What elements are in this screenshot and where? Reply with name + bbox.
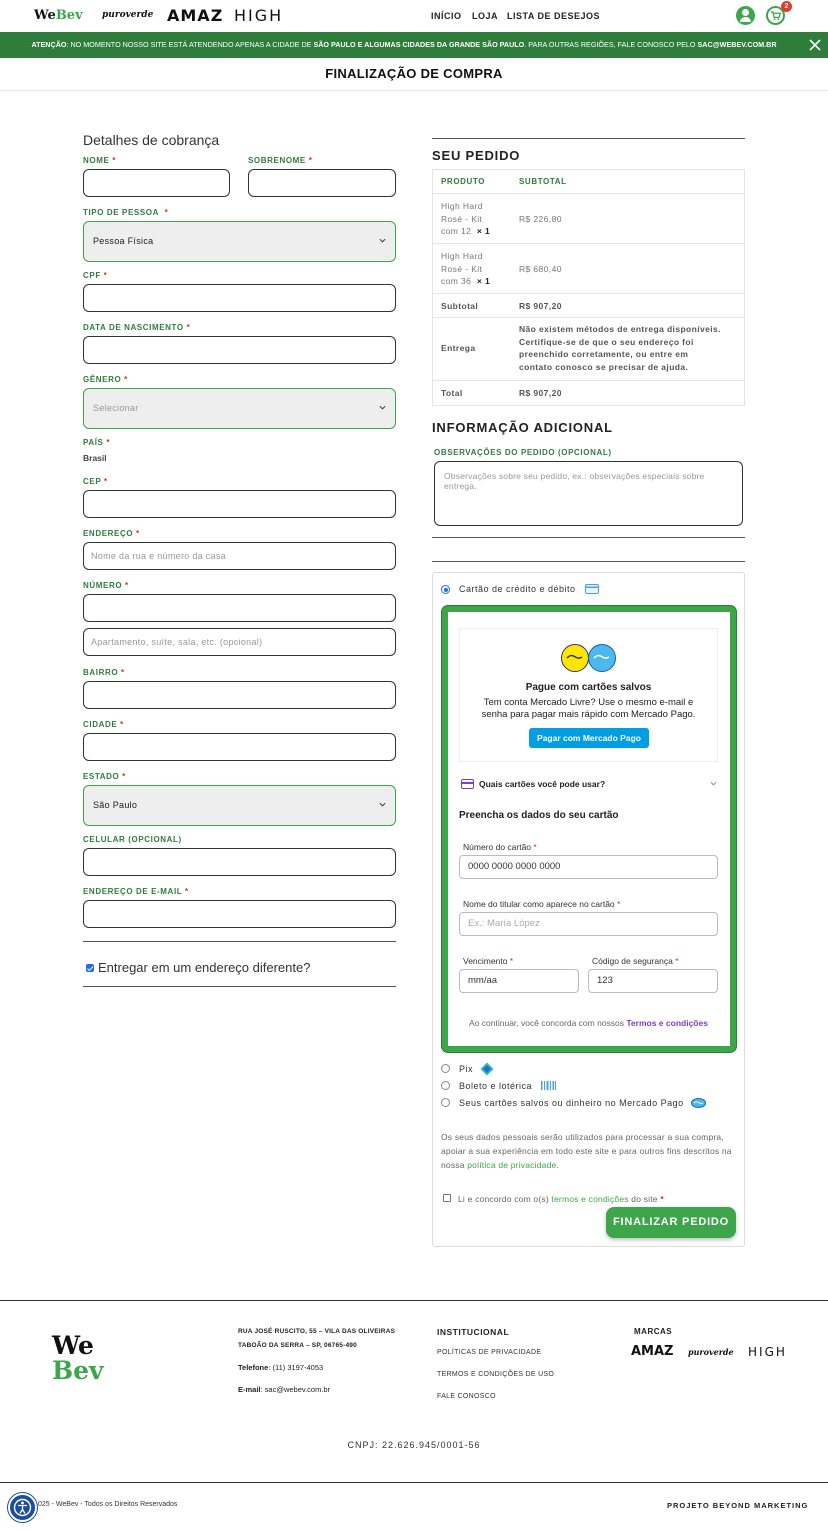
which-cards-toggle[interactable]: Quais cartões você pode usar? <box>479 779 606 789</box>
footer-link-terms[interactable]: TERMOS E CONDIÇÕES DE USO <box>437 1371 555 1378</box>
payment-option-pix-label[interactable]: Pix <box>459 1064 474 1074</box>
logo-text-we: We <box>34 8 56 23</box>
footer-link-contact[interactable]: FALE CONOSCO <box>437 1393 496 1400</box>
label-card-number: Número do cartão * <box>463 842 537 852</box>
nav-inicio[interactable]: INÍCIO <box>431 11 462 21</box>
security-code-input[interactable]: 123 <box>588 969 718 993</box>
footer-brand-puroverde[interactable]: puroverde <box>688 1347 734 1357</box>
ship-different-label[interactable]: Entregar em um endereço diferente? <box>98 960 311 975</box>
product-price: R$ 680,40 <box>519 264 562 274</box>
footer-cnpj: CNPJ: 22.626.945/0001-56 <box>347 1440 481 1450</box>
chevron-down-icon <box>379 404 386 411</box>
label-email: ENDEREÇO DE E-MAIL * <box>83 887 189 896</box>
footer-credit[interactable]: PROJETO BEYOND MARKETING <box>667 1501 809 1510</box>
nav-loja[interactable]: LOJA <box>472 11 499 21</box>
brand-logo-high[interactable]: HIGH <box>234 6 284 25</box>
shipping-message: Não existem métodos de entrega disponíveis. Certifique-se de que o seu endereço foi preenchido corretamente, ou entre em contato conosco se precisar de ajuda. <box>519 324 721 372</box>
divider <box>432 561 745 562</box>
total-row <box>433 381 744 405</box>
mp-saved-cards-description: Tem conta Mercado Livre? Use o mesmo e-mail e senha para pagar mais rápido com Mercado Pago. <box>481 697 696 720</box>
footer-institutional-heading: INSTITUCIONAL <box>437 1327 510 1337</box>
divider <box>0 1482 828 1483</box>
tipo-pessoa-select[interactable] <box>83 221 396 262</box>
mp-terms-text: Ao continuar, você concorda com nossos Termos e condições <box>469 1018 708 1028</box>
product-name: High Hard Rosé - Kit com 36 × 1 <box>441 251 491 286</box>
shipping-row <box>433 318 744 381</box>
terms-checkbox[interactable] <box>443 1194 451 1202</box>
terms-agree-label: Li e concordo com o(s) termos e condições do site * <box>458 1194 664 1204</box>
additional-info-heading: INFORMAÇÃO ADICIONAL <box>432 420 613 435</box>
divider <box>83 941 396 942</box>
close-icon[interactable] <box>808 38 822 52</box>
footer-phone: Telefone: (11) 3197-4053 <box>238 1363 324 1372</box>
chevron-down-icon <box>379 801 386 808</box>
label-genero: GÊNERO * <box>83 375 128 384</box>
credit-card-icon <box>585 584 599 594</box>
divider <box>83 986 396 987</box>
estado-value: São Paulo <box>93 800 138 810</box>
divider <box>0 1300 828 1301</box>
brand-logo-amaz[interactable]: AMAZ <box>167 6 224 25</box>
label-observacoes: OBSERVAÇÕES DO PEDIDO (OPCIONAL) <box>434 448 612 457</box>
total-label: Total <box>441 388 463 398</box>
table-header-row <box>433 170 744 194</box>
estado-select[interactable] <box>83 785 396 826</box>
label-security-code: Código de segurança * <box>592 956 679 966</box>
label-nome: NOME * <box>83 156 116 165</box>
payment-radio-card[interactable] <box>441 585 450 594</box>
payment-radio-pix[interactable] <box>441 1064 450 1073</box>
label-cep: CEP * <box>83 477 108 486</box>
privacy-notice: Os seus dados pessoais serão utilizados para processar a sua compra, apoiar a sua experiência em todo este site e para outros fins descritos na nossa política de privacidade. <box>441 1132 732 1170</box>
footer-address-line-2: TABOÃO DA SERRA – SP, 06765-490 <box>238 1342 357 1349</box>
email-input[interactable] <box>83 900 396 928</box>
label-numero: NÚMERO * <box>83 581 129 590</box>
footer-email: E-mail: sac@webev.com.br <box>238 1385 331 1394</box>
pais-value: Brasil <box>83 453 107 463</box>
genero-value: Selecionar <box>93 403 139 413</box>
mercadopago-logo-icon <box>588 644 616 672</box>
page-title: FINALIZAÇÃO DE COMPRA <box>325 66 503 81</box>
payment-option-card-label[interactable]: Cartão de crédito e débito <box>459 584 576 594</box>
barcode-icon <box>541 1081 556 1090</box>
footer-brand-high[interactable]: HIGH <box>748 1345 787 1359</box>
ship-different-checkbox[interactable] <box>86 964 94 972</box>
nascimento-input[interactable] <box>83 336 396 364</box>
notice-text-2: . PARA OUTRAS REGIÕES, FALE CONOSCO PELO <box>524 40 698 49</box>
bairro-input[interactable] <box>83 681 396 709</box>
footer-address-line-1: RUA JOSÉ RUSCITO, 55 – VILA DAS OLIVEIRAS <box>238 1328 396 1335</box>
shipping-label: Entrega <box>441 343 476 353</box>
footer-brands-heading: MARCAS <box>634 1327 673 1336</box>
logo-text-bev: Bev <box>55 8 83 23</box>
mp-saved-cards-heading: Pague com cartões salvos <box>525 682 652 693</box>
tipo-pessoa-value: Pessoa Física <box>93 236 154 246</box>
label-sobrenome: SOBRENOME * <box>248 156 313 165</box>
label-cidade: CIDADE * <box>83 720 124 729</box>
card-form-heading: Preencha os dados do seu cartão <box>459 810 619 821</box>
label-expiry: Vencimento * <box>463 956 514 966</box>
label-cpf: CPF * <box>83 271 108 280</box>
product-name: High Hard Rosé - Kit com 12 × 1 <box>441 201 491 236</box>
terms-link[interactable]: termos e condições <box>551 1194 629 1204</box>
notice-lead: ATENÇÃO <box>31 40 67 49</box>
divider <box>0 90 828 91</box>
notice-text-1: : NO MOMENTO NOSSO SITE ESTÁ ATENDENDO APENAS A CIDADE DE <box>66 40 314 49</box>
payment-option-boleto-label[interactable]: Boleto e lotérica <box>459 1081 533 1091</box>
site-header <box>0 0 828 32</box>
notice-bar <box>0 32 828 58</box>
genero-select[interactable] <box>83 388 396 429</box>
notice-bold-cities: SÃO PAULO E ALGUMAS CIDADES DA GRANDE SÃO PAULO <box>313 40 525 49</box>
celular-input[interactable] <box>83 848 396 876</box>
label-endereco: ENDEREÇO * <box>83 529 140 538</box>
table-row <box>433 194 744 244</box>
payment-radio-boleto[interactable] <box>441 1081 450 1090</box>
brand-logo-puroverde[interactable]: puroverde <box>102 10 154 20</box>
footer-logo[interactable]: We Bev <box>52 1331 104 1385</box>
cidade-input[interactable] <box>83 733 396 761</box>
col-product: PRODUTO <box>441 177 486 186</box>
brand-logo-webev[interactable] <box>34 8 83 23</box>
product-price: R$ 226,80 <box>519 214 562 224</box>
privacy-policy-link[interactable]: política de privacidade <box>467 1160 557 1170</box>
subtotal-value: R$ 907,20 <box>519 301 562 311</box>
subtotal-label: Subtotal <box>441 301 479 311</box>
label-holder-name: Nome do titular como aparece no cartão * <box>463 899 621 909</box>
mercadopago-icon <box>691 1098 706 1108</box>
label-tipo-pessoa: TIPO DE PESSOA * <box>83 208 169 217</box>
footer-copyright: 025 - WeBev - Todos os Direitos Reservados <box>38 1501 178 1508</box>
payment-radio-saved[interactable] <box>441 1098 450 1107</box>
footer-link-privacy[interactable]: POLÍTICAS DE PRIVACIDADE <box>437 1349 542 1356</box>
cpf-input[interactable] <box>83 284 396 312</box>
sobrenome-input[interactable] <box>248 169 396 197</box>
numero-input[interactable] <box>83 594 396 622</box>
card-number-input[interactable]: 0000 0000 0000 0000 <box>459 855 718 879</box>
billing-heading: Detalhes de cobrança <box>83 132 220 148</box>
cep-input[interactable] <box>83 490 396 518</box>
label-bairro: BAIRRO * <box>83 668 125 677</box>
table-row <box>433 244 744 294</box>
cart-count-badge: 2 <box>781 1 792 12</box>
label-celular: CELULAR (OPCIONAL) <box>83 835 182 844</box>
nome-input[interactable] <box>83 169 230 197</box>
total-value: R$ 907,20 <box>519 388 562 398</box>
accessibility-icon[interactable] <box>8 1493 37 1522</box>
user-account-icon[interactable] <box>736 6 755 25</box>
order-heading: SEU PEDIDO <box>432 148 521 163</box>
chevron-down-icon[interactable] <box>710 780 717 787</box>
notice-email: SAC@WEBEV.COM.BR <box>697 40 777 49</box>
card-icon <box>461 779 474 789</box>
nav-lista-desejos[interactable]: LISTA DE DESEJOS <box>507 11 601 21</box>
pay-with-mercadopago-button[interactable]: Pagar com Mercado Pago <box>529 728 649 748</box>
expiry-input[interactable]: mm/aa <box>459 969 579 993</box>
complemento-input[interactable]: Apartamento, suíte, sala, etc. (opcional) <box>83 628 396 656</box>
holder-name-input[interactable]: Ex.: María López <box>459 912 718 936</box>
endereco-input[interactable]: Nome da rua e número da casa <box>83 542 396 570</box>
order-table <box>432 169 745 406</box>
pix-icon <box>480 1062 494 1076</box>
label-estado: ESTADO * <box>83 772 126 781</box>
order-notes-textarea[interactable]: Observações sobre seu pedido, ex.: observações especiais sobre entrega. <box>434 461 743 526</box>
label-pais: PAÍS * <box>83 438 111 447</box>
place-order-button[interactable]: FINALIZAR PEDIDO <box>606 1207 736 1238</box>
chevron-down-icon <box>379 237 386 244</box>
divider <box>432 537 745 538</box>
divider <box>432 138 745 139</box>
mercadolivre-logo-icon <box>561 644 589 672</box>
footer-brand-amaz[interactable]: AMAZ <box>631 1344 674 1359</box>
label-nascimento: DATA DE NASCIMENTO * <box>83 323 191 332</box>
subtotal-row <box>433 294 744 318</box>
mp-terms-link[interactable]: Termos e condições <box>626 1018 708 1028</box>
col-subtotal: SUBTOTAL <box>519 177 567 186</box>
payment-option-saved-label[interactable]: Seus cartões salvos ou dinheiro no Mercado Pago <box>459 1098 684 1108</box>
